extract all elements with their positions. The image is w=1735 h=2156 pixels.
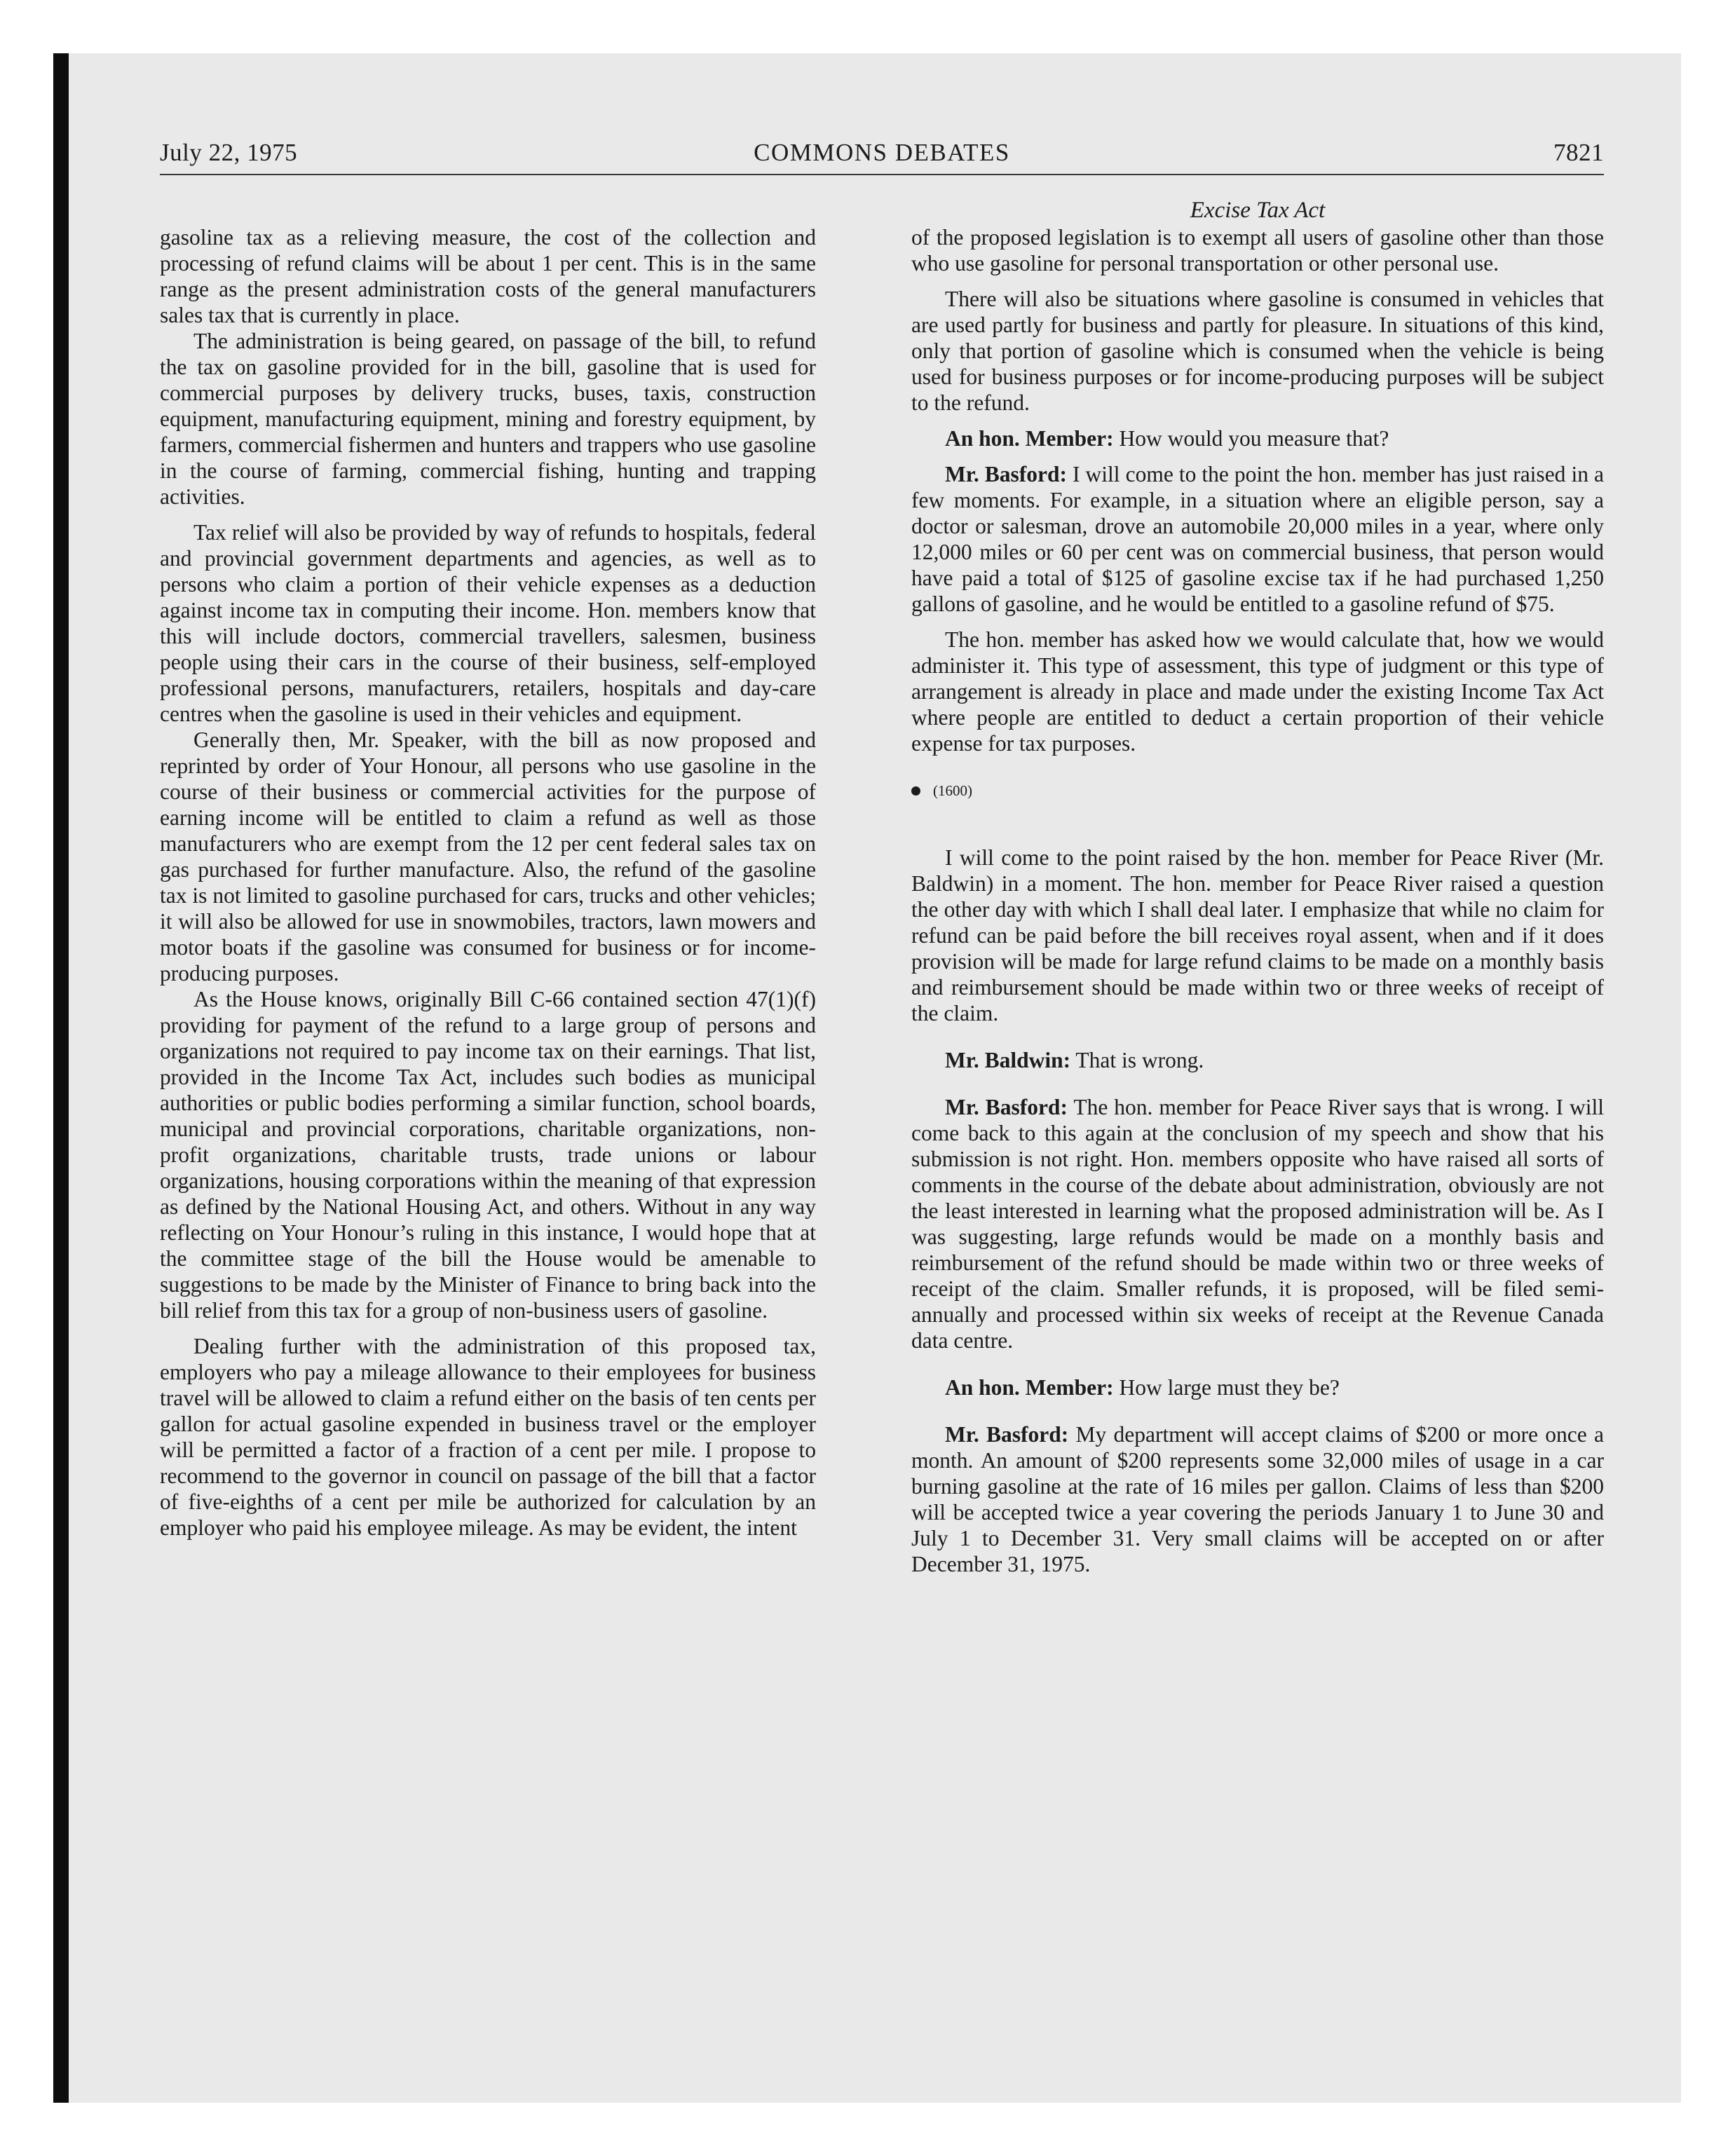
paragraph: The hon. member has asked how we would calculate that, how we would administer it. This type of assessment, this type of judgment or this type of arrangement is already in place and made under the existing Income Tax Act where people are entitled to deduct a certain proportion of their vehicle expense for tax purposes. bbox=[911, 627, 1604, 756]
paragraph: The administration is being geared, on passage of the bill, to refund the tax on gasoline provided for in the bill, gasoline that is used for commercial purposes by delivery trucks, buses, taxis, construction equipment, manufacturing equipment, mining and forestry equipment, by farmers, commercial fishermen and hunters and trappers who use gasoline in the course of farming, commercial fishing, hunting and trapping activities. bbox=[160, 329, 816, 509]
paragraph: Dealing further with the administration of this proposed tax, employers who pay a mileage allowance to their employees for business travel will be allowed to claim a refund either on the basis of ten cents per gallon for actual gasoline expended in business travel or the employer will be permitted a factor of a fraction of a cent per mile. I propose to recommend to the governor in council on passage of the bill that a factor of five-eighths of a cent per mile be authorized for calculation by an employer who paid his employee mileage. As may be evident, the intent bbox=[160, 1334, 816, 1540]
speaker-name: Mr. Basford: bbox=[945, 1095, 1068, 1119]
speaker-name: Mr. Basford: bbox=[945, 462, 1067, 486]
page-number: 7821 bbox=[1553, 139, 1604, 166]
paragraph: Generally then, Mr. Speaker, with the bill as now proposed and reprinted by order of Your Honour, all persons who use gasoline in the course of their business or commercial activities for the purpose of earning income will be entitled to claim a refund as well as those manufacturers who are exempt from the 12 per cent federal sales tax on gas purchased for further manufacture. Also, the refund of the gasoline tax is not limited to gasoline purchased for cars, trucks and other vehicles; it will also be allowed for use in snowmobiles, tractors, lawn mowers and motor boats if the gasoline was consumed for business or for income-producing purposes. bbox=[160, 728, 816, 985]
paragraph: gasoline tax as a relieving measure, the cost of the collection and processing of refund claims will be about 1 per cent. This is in the same range as the present administration costs of the general manufacturers sales tax that is currently in place. bbox=[160, 225, 816, 327]
right-column bbox=[911, 224, 1604, 1577]
paragraph: of the proposed legislation is to exempt all users of gasoline other than those who use gasoline for personal transportation or other personal use. bbox=[911, 225, 1604, 275]
speaker-name: Mr. Baldwin: bbox=[945, 1048, 1071, 1072]
binding-edge bbox=[53, 53, 69, 2103]
paragraph: There will also be situations where gasoline is consumed in vehicles that are used partly for business and partly for pleasure. In situations of this kind, only that portion of gasoline which is consumed when the vehicle is being used for business purposes or for income-producing purposes will be subject to the refund. bbox=[911, 287, 1604, 415]
time-marker-text: (1600) bbox=[933, 782, 972, 799]
left-column bbox=[160, 224, 816, 1541]
paragraph: I will come to the point raised by the hon. member for Peace River (Mr. Baldwin) in a moment. The hon. member for Peace River raised a question the other day with which I shall deal later. I emphasize that while no claim for refund can be paid before the bill receives royal assent, when and if it does provision will be made for large refund claims to be made on a monthly basis and reimbursement should be made within two or three weeks of receipt of the claim. bbox=[911, 845, 1604, 1025]
speech-text: The hon. member for Peace River says that is wrong. I will come back to this again at the conclusion of my speech and show that his submission is not right. Hon. members opposite who have raised all sorts of comments in the course of the debate about administration, obviously are not the least interested in learning what the proposed administration will be. As I was suggesting, large refunds would be made on a monthly basis and reimbursement of the refund should be made within two or three weeks of receipt of the claim. Smaller refunds, it is proposed, will be filed semi-annually and processed within six weeks of receipt at the Revenue Canada data centre. bbox=[911, 1095, 1604, 1353]
bullet-icon bbox=[911, 786, 920, 796]
speech-text: How large must they be? bbox=[1113, 1375, 1340, 1400]
time-marker bbox=[911, 780, 1604, 801]
header-date: July 22, 1975 bbox=[160, 139, 298, 166]
paragraph: As the House knows, originally Bill C-66 contained section 47(1)(f) providing for payment of the refund to a large group of persons and organizations not required to pay income tax on their earnings. That list, provided in the Income Tax Act, includes such bodies as municipal authorities or public bodies performing a similar function, school boards, municipal and provincial corporations, charitable organizations, non-profit organizations, charitable trusts, trade unions or labour organizations, housing corporations within the meaning of that expression as defined by the National Housing Act, and others. Without in any way reflecting on Your Honour’s ruling in this instance, I would hope that at the committee stage of the bill the House would be amenable to suggestions to be made by the Minister of Finance to bring back into the bill relief from this tax for a group of non-business users of gasoline. bbox=[160, 987, 816, 1323]
speech-paragraph bbox=[911, 1421, 1604, 1577]
speech-text: I will come to the point the hon. member has just raised in a few moments. For example, in a situation where an eligible person, say a doctor or salesman, drove an automobile 20,000 miles in a year, where only 12,000 miles or 60 per cent was on commercial business, that person would have paid a total of $125 of gasoline excise tax if he had purchased 1,250 gallons of gasoline, and he would be entitled to a gasoline refund of $75. bbox=[911, 462, 1604, 616]
speech-paragraph bbox=[911, 1047, 1604, 1073]
paragraph: Tax relief will also be provided by way of refunds to hospitals, federal and provincial government departments and agencies, as well as to persons who claim a portion of their vehicle expenses as a deduction against income tax in computing their income. Hon. members know that this will include doctors, commercial travellers, salesmen, business people using their cars in the course of their business, self-employed professional persons, manufacturers, retailers, hospitals and day-care centres when the gasoline is used in their vehicles and equipment. bbox=[160, 520, 816, 726]
speech-text: How would you measure that? bbox=[1113, 426, 1389, 451]
speech-paragraph bbox=[911, 425, 1604, 451]
publication-title: COMMONS DEBATES bbox=[754, 139, 1010, 166]
speech-text: That is wrong. bbox=[1070, 1048, 1204, 1072]
speech-paragraph bbox=[911, 1374, 1604, 1400]
speaker-name: An hon. Member: bbox=[945, 1375, 1114, 1400]
running-head bbox=[160, 137, 1604, 175]
speech-paragraph bbox=[911, 1094, 1604, 1353]
speech-paragraph bbox=[911, 461, 1604, 617]
page bbox=[160, 137, 1604, 2044]
speaker-name: Mr. Basford: bbox=[945, 1422, 1069, 1447]
speech-text: My department will accept claims of $200 or more once a month. An amount of $200 represents some 32,000 miles of usage in a car burning gasoline at the rate of 16 miles per gallon. Claims of less than $200 will be accepted twice a year covering the periods January 1 to June 30 and July 1 to December 31. Very small claims will be accepted on or after December 31, 1975. bbox=[911, 1422, 1605, 1576]
section-subhead: Excise Tax Act bbox=[1190, 198, 1326, 223]
speaker-name: An hon. Member: bbox=[945, 426, 1114, 451]
